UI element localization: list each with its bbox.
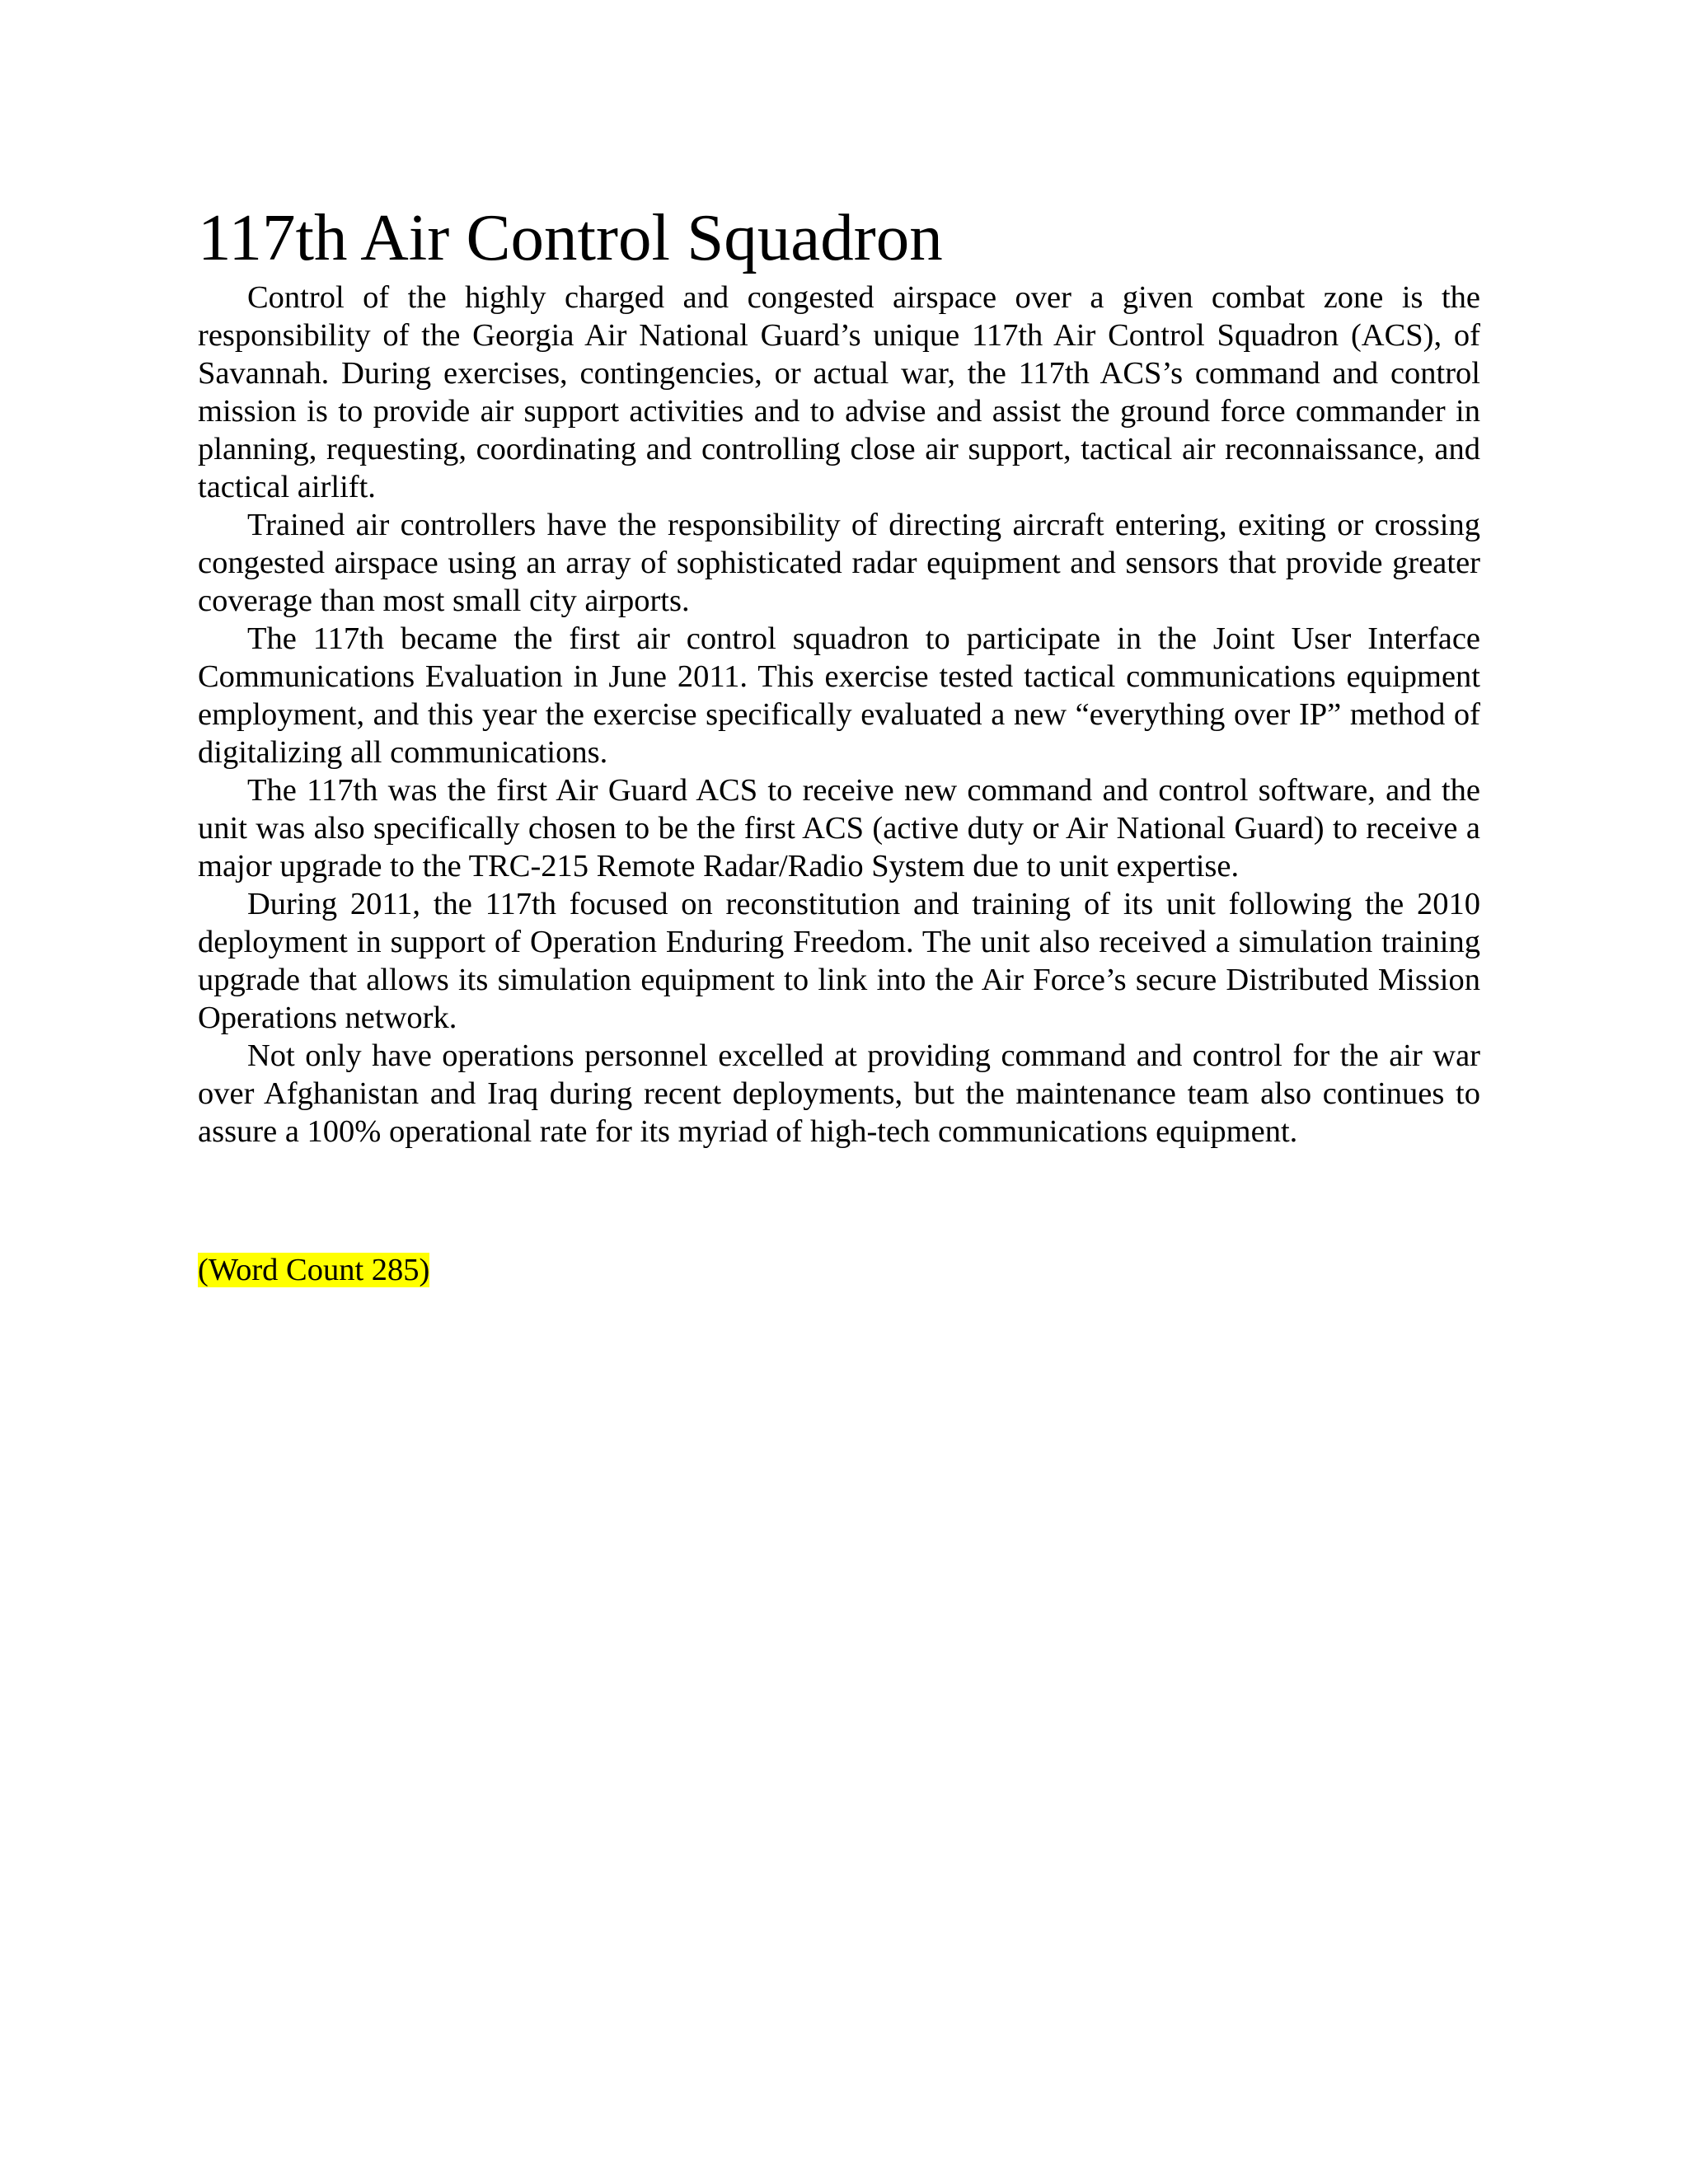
paragraph: Trained air controllers have the responsibility of directing aircraft entering, exiting or crossing congested airspace using an array of sophisticated radar equipment and sensors that provide greater coverage than most small city airports. — [198, 508, 1480, 618]
paragraph: The 117th became the first air control squadron to participate in the Joint User Interface Communications Evaluation in June 2011. This exercise tested tactical communications equipment employment, and this year the exercise specifically evaluated a new “everything over IP” method of digitalizing all communications. — [198, 621, 1480, 770]
paragraph: Control of the highly charged and congested airspace over a given combat zone is the responsibility of the Georgia Air National Guard’s unique 117th Air Control Squadron (ACS), of Savannah. During exercises, contingencies, or actual war, the 117th ACS’s command and control mission is to provide air support activities and to advise and assist the ground force commander in planning, requesting, coordinating and controlling close air support, tactical air reconnaissance, and tactical airlift. — [198, 280, 1480, 504]
document-body — [198, 279, 1480, 1151]
word-count-highlight: (Word Count 285) — [198, 1253, 430, 1287]
word-count-note — [198, 1251, 429, 1289]
paragraph: The 117th was the first Air Guard ACS to receive new command and control software, and the unit was also specifically chosen to be the first ACS (active duty or Air National Guard) to receive a major upgrade to the TRC-215 Remote Radar/Radio System due to unit expertise. — [198, 773, 1480, 883]
paragraph: Not only have operations personnel excelled at providing command and control for the air war over Afghanistan and Iraq during recent deployments, but the maintenance team also continues to assure a 100% operational rate for its myriad of high-tech communications equipment. — [198, 1038, 1480, 1149]
document-page — [198, 199, 1480, 1151]
paragraph: During 2011, the 117th focused on reconstitution and training of its unit following the 2010 deployment in support of Operation Enduring Freedom. The unit also received a simulation training upgrade that allows its simulation equipment to link into the Air Force’s secure Distributed Mission Operations network. — [198, 887, 1480, 1035]
document-title: 117th Air Control Squadron — [198, 200, 943, 274]
